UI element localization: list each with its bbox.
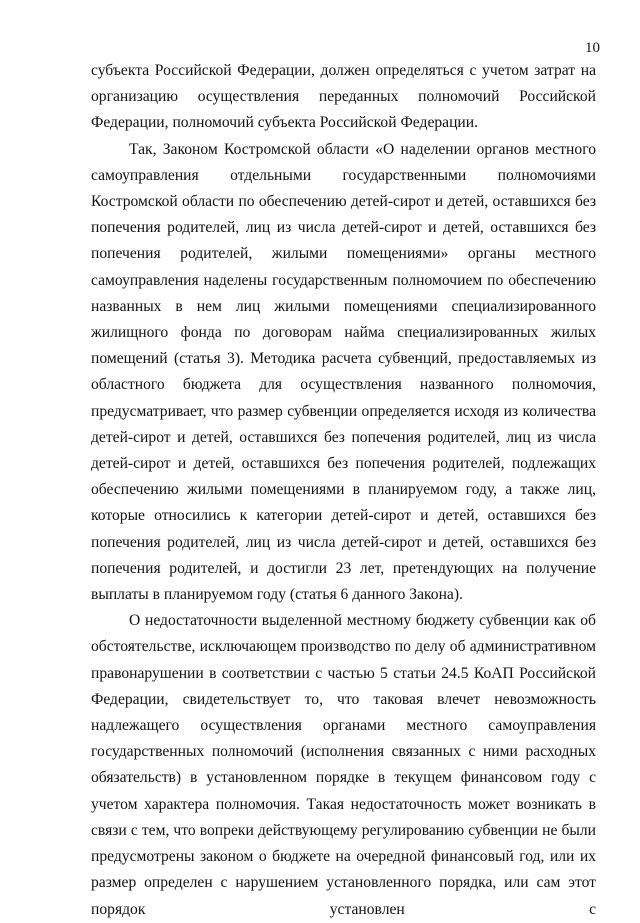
document-body (91, 58, 596, 923)
paragraph-subvention-insufficiency: О недостаточности выделенной местному бюджету субвенции как об обстоятельстве, исключающем производство по делу об административном правонарушении в соответствии с частью 5 статьи 24.5 КоАП Российской Федерации, свидетельствует то, что таковая влечет невозможность надлежащего осуществления органами местного самоуправления государственных полномочий (исполнения связанных с ними расходных обязательств) в установленном порядке в текущем финансовом году с учетом характера полномочия. Такая недостаточность может возникать в связи с тем, что вопреки действующему регулированию субвенции не были предусмотрены законом о бюджете на очередной финансовый год, или их размер определен с нарушением установленного порядка, или сам этот порядок установлен с (91, 612, 596, 918)
page-number: 10 (585, 40, 600, 56)
paragraph-continuation: субъекта Российской Федерации, должен определяться с учетом затрат на организацию осуществления переданных полномочий Российской Федерации, полномочий субъекта Российской Федерации. (91, 62, 596, 132)
paragraph-kostroma-law: Так, Законом Костромской области «О наделении органов местного самоуправления отдельными государственными полномочиями Костромской области по обеспечению детей-сирот и детей, оставшихся без попечения родителей, лиц из числа детей-сирот и детей, оставшихся без попечения родителей, жилыми помещениями» органы местного самоуправления наделены государственным полномочием по обеспечению названных в нем лиц жилыми помещениями специализированного жилищного фонда по договорам найма специализированных жилых помещений (статья 3). Методика расчета субвенций, предоставляемых из областного бюджета для осуществления названного полномочия, предусматривает, что размер субвенции определяется исходя из количества детей-сирот и детей, оставшихся без попечения родителей, лиц из числа детей-сирот и детей, оставшихся без попечения родителей, подлежащих обеспечению жилыми помещениями в планируемом году, а также лиц, которые относились к категории детей-сирот и детей, оставшихся без попечения родителей, лиц из числа детей-сирот и детей, оставшихся без попечения родителей, и достигли 23 лет, претендующих на получение выплаты в планируемом году (статья 6 данного Закона). (91, 140, 596, 604)
